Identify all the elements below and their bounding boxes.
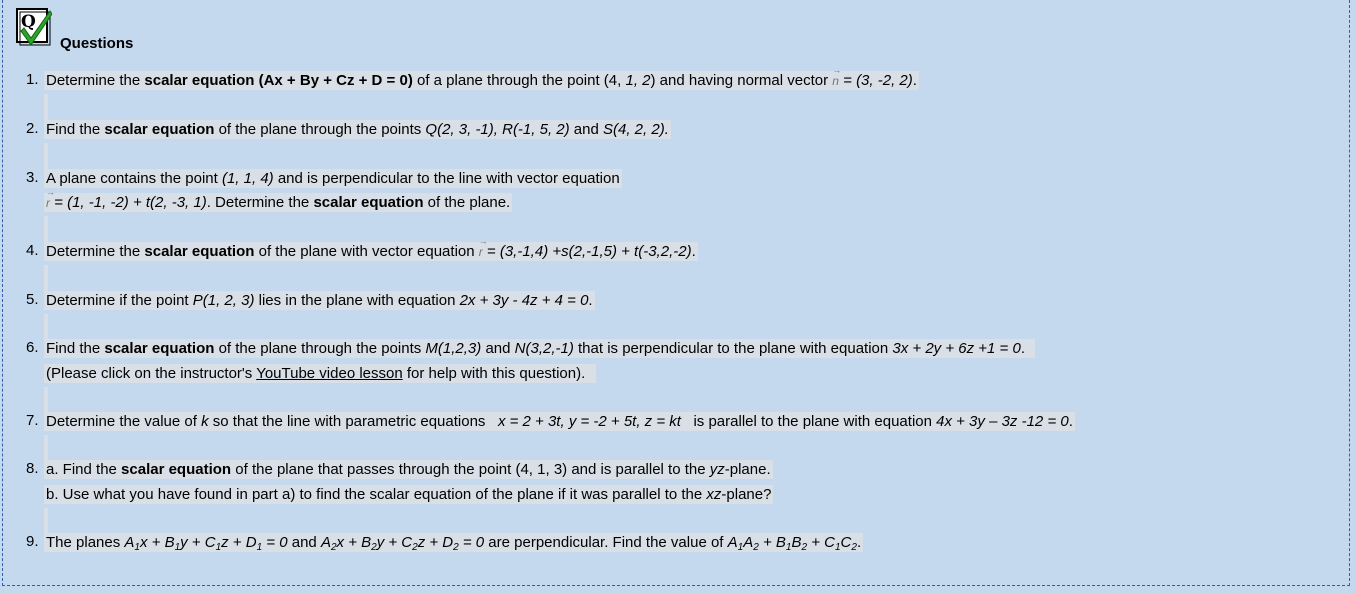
page-title: Questions — [60, 35, 134, 52]
vector-n-icon: → n — [832, 74, 839, 88]
question-text: b. Use what you have found in part a) to find the scalar equation of the plane if it was parallel to the xz-plane? — [46, 486, 772, 503]
youtube-video-lesson-link[interactable]: YouTube video lesson — [256, 365, 403, 382]
question-text: → r = (1, -1, -2) + t(2, -3, 1). Determine the scalar equation of the plane. — [44, 193, 512, 212]
question-text: Determine the scalar equation of the plane with vector equation → r = (3,-1,4) +s(2,-1,5) + t(-3,2,-2). — [44, 242, 698, 261]
question-text: Find the scalar equation of the plane through the points M(1,2,3) and N(3,2,-1) that is perpendicular to the plane with equation 3x + 2y + 6z +1 = 0. — [44, 339, 1035, 358]
spacer — [44, 435, 48, 460]
question-number: 7. — [26, 412, 39, 429]
question-text: Determine the scalar equation (Ax + By + Cz + D = 0) of a plane through the point (4, 1, 2) and having normal vector → n = (3, -2, 2). — [44, 71, 919, 90]
question-number: 5. — [26, 291, 39, 308]
spacer — [44, 265, 48, 291]
question-number: 1. — [26, 71, 39, 88]
question-text: a. Find the scalar equation of the plane that passes through the point (4, 1, 3) and is parallel to the yz-plane. — [46, 461, 771, 478]
spacer — [44, 216, 48, 242]
question-text: (Please click on the instructor's YouTube video lesson for help with this question). — [44, 364, 596, 383]
vector-r-icon: → r — [479, 245, 483, 259]
question-number: 8. — [26, 460, 39, 477]
question-check-icon — [16, 8, 52, 46]
spacer — [44, 314, 48, 339]
question-number: 9. — [26, 533, 39, 550]
svg-text:Q: Q — [21, 12, 36, 32]
question-text: Determine the value of k so that the line with parametric equations x = 2 + 3t, y = -2 + 5t, z = kt is parallel to the plane with equation 4x + 3y – 3z -12 = 0. — [46, 413, 1073, 430]
question-number: 3. — [26, 169, 39, 186]
question-number: 6. — [26, 339, 39, 356]
question-text: Find the scalar equation of the plane through the points Q(2, 3, -1), R(-1, 5, 2) and S(4, 2, 2). — [46, 121, 669, 138]
question-text: Determine if the point P(1, 2, 3) lies in the plane with equation 2x + 3y - 4z + 4 = 0. — [46, 292, 593, 309]
spacer — [44, 387, 48, 412]
vector-r-icon: → r — [46, 196, 50, 210]
question-number: 4. — [26, 242, 39, 259]
questions-panel — [2, 0, 1350, 586]
spacer — [44, 508, 48, 533]
question-text: The planes $A_1x + B_1y + C_1z + D_1 = 0$ and $A_2x + B_2y + C_2z + D_2 = 0$ are perpendicular. Find the value of $A_1A_2 + B_1B_2 + C_1C_2$. — [46, 534, 862, 553]
spacer — [44, 94, 48, 120]
question-number: 2. — [26, 120, 39, 137]
question-text: A plane contains the point (1, 1, 4) and is perpendicular to the line with vector equation — [46, 170, 620, 187]
spacer — [44, 143, 48, 169]
